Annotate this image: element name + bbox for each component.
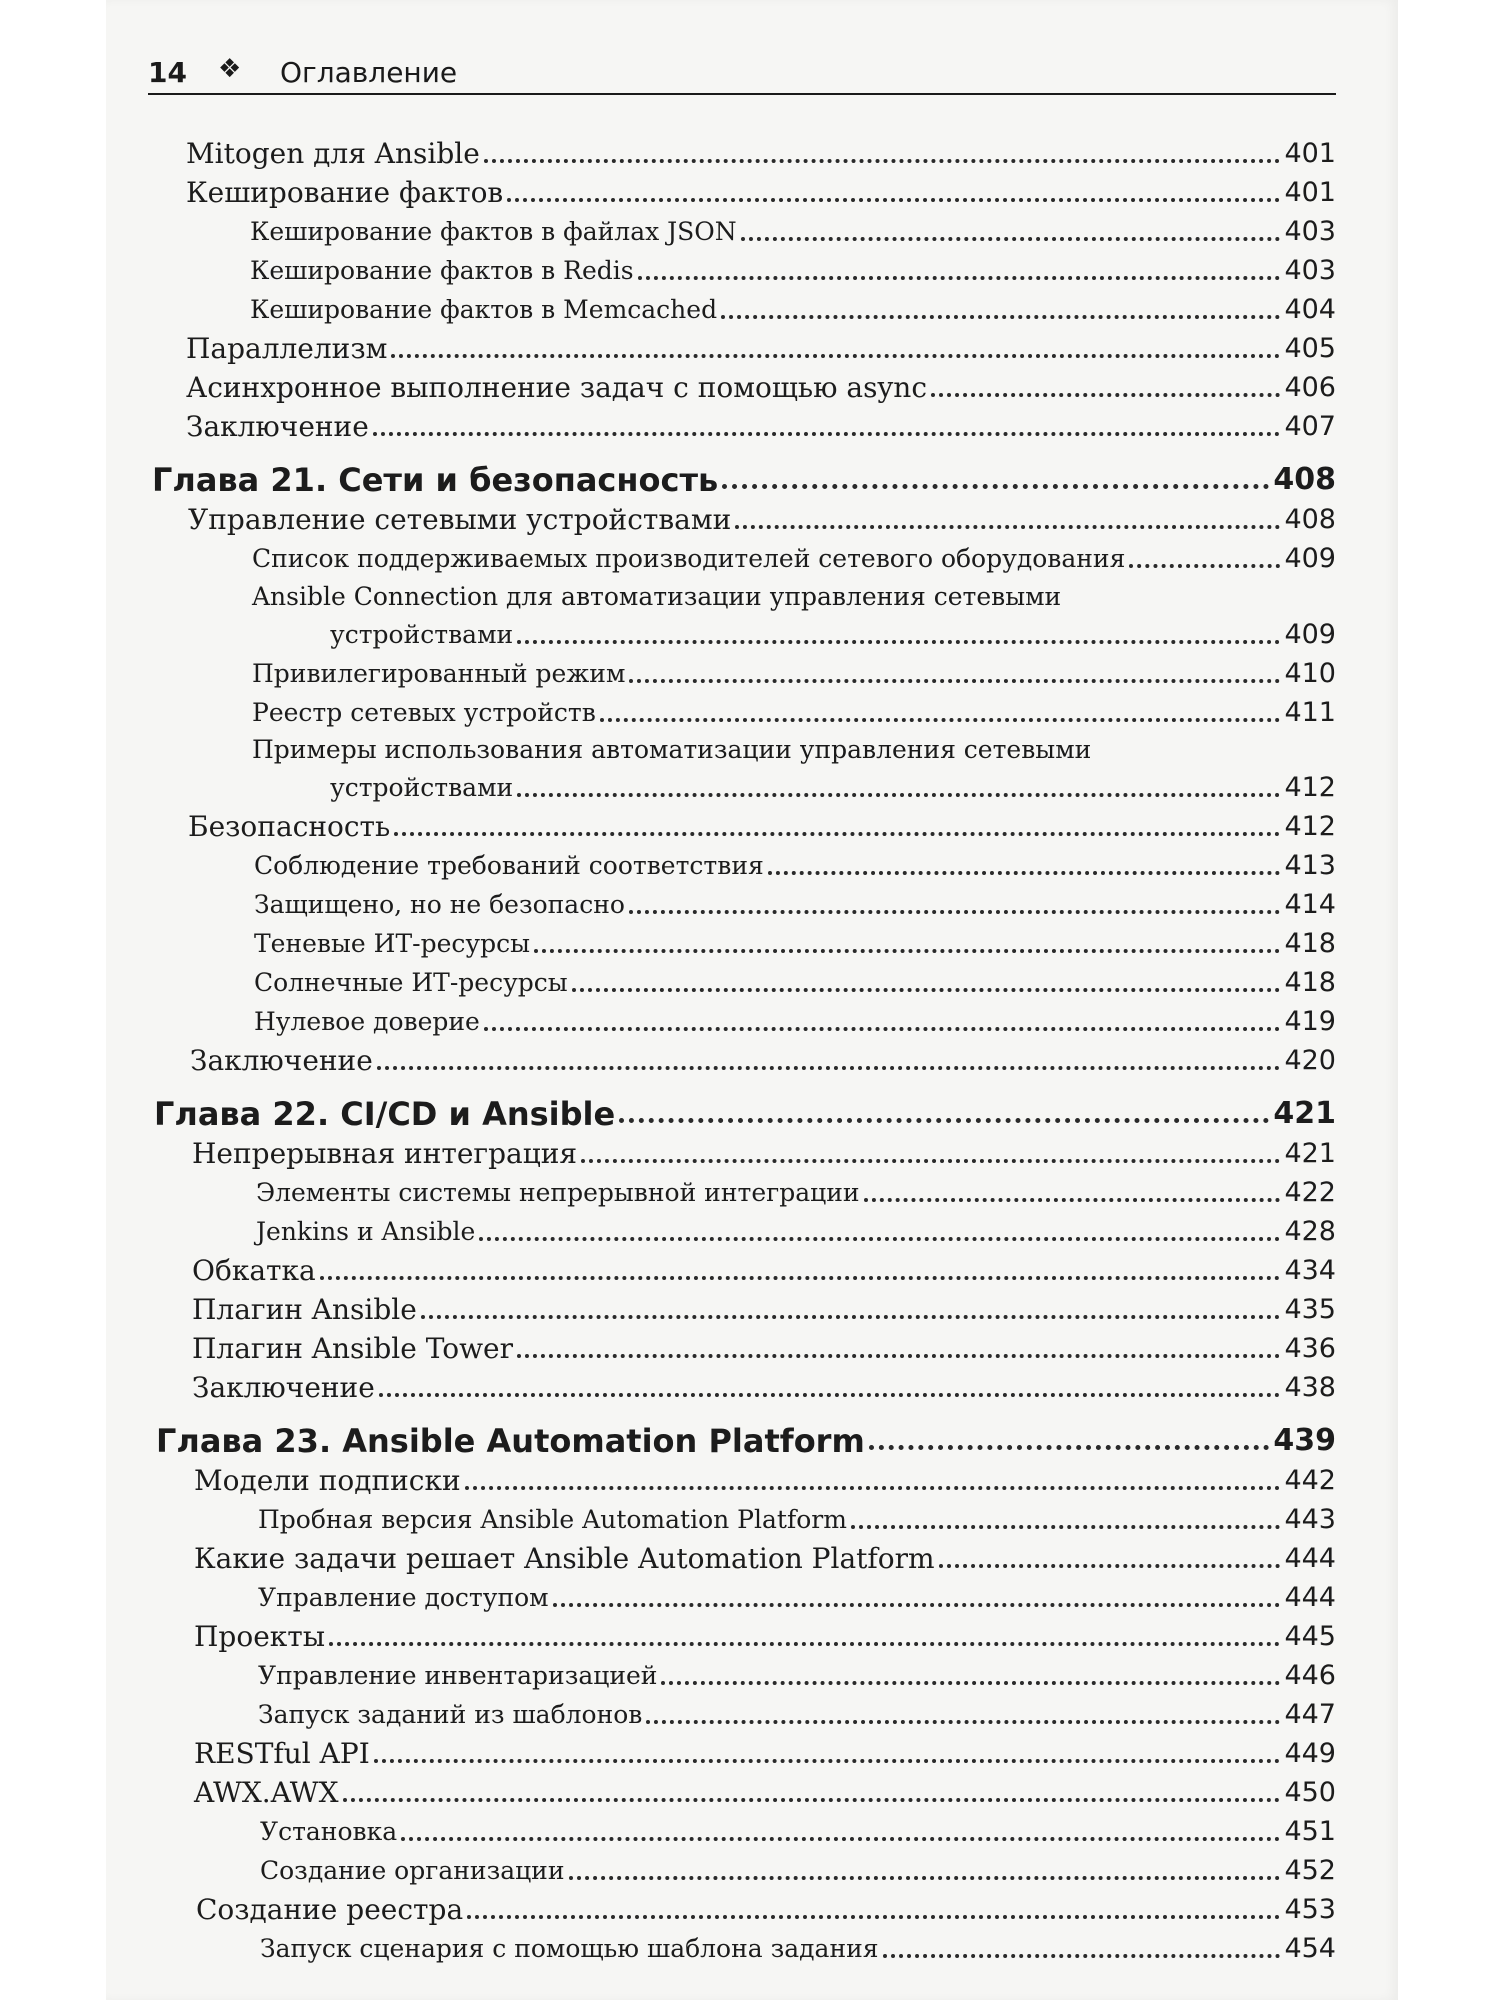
- toc-entry-title: Установка: [260, 1817, 398, 1846]
- toc-entry: [188, 502, 1336, 538]
- toc-entry: [194, 1619, 1336, 1655]
- toc-entry: [258, 1580, 1336, 1616]
- toc-entry-title: Заключение: [192, 1371, 375, 1404]
- toc-entry-page: 412: [1284, 772, 1336, 803]
- toc-leader: [421, 1315, 1281, 1319]
- toc-leader: [467, 1915, 1280, 1919]
- toc-entry-title: Модели подписки: [194, 1464, 461, 1497]
- toc-entry-title-line: Ansible Connection для автоматизации управления сетевыми: [252, 582, 1062, 611]
- toc-entry-page: 428: [1284, 1216, 1336, 1247]
- toc-leader: [374, 1759, 1281, 1763]
- toc-entry-page: 401: [1284, 177, 1336, 208]
- toc-entry-page: 447: [1284, 1699, 1336, 1730]
- toc-entry: [260, 1931, 1336, 1967]
- toc-entry-title: Какие задачи решает Ansible Automation Platform: [194, 1542, 935, 1575]
- toc-entry: [252, 656, 1336, 692]
- toc-entry-title: Глава 21. Сети и безопасность: [152, 461, 719, 499]
- toc-entry: [186, 331, 1336, 367]
- toc-entry: [254, 1004, 1336, 1040]
- toc-entry-title: Глава 22. CI/CD и Ansible: [154, 1095, 616, 1133]
- toc-leader: [479, 1237, 1280, 1241]
- toc-entry: [188, 809, 1336, 845]
- toc-entry-page: 409: [1284, 543, 1336, 574]
- toc-entry: [192, 1136, 1336, 1172]
- toc-entry-page: 412: [1284, 811, 1336, 842]
- toc-entry-title: RESTful API: [194, 1737, 370, 1770]
- toc-entry-page: 442: [1284, 1465, 1336, 1496]
- toc-entry: [252, 541, 1336, 577]
- toc-entry-page: 453: [1284, 1894, 1336, 1925]
- toc-entry-page: 413: [1284, 850, 1336, 881]
- toc-entry: [330, 770, 1336, 806]
- toc-leader: [735, 525, 1280, 529]
- toc-entry: [258, 1658, 1336, 1694]
- toc-entry: [330, 617, 1336, 653]
- toc-chapter-entry: [152, 460, 1336, 500]
- toc-entry-title: Асинхронное выполнение задач с помощью async: [186, 371, 928, 404]
- toc-leader: [377, 1066, 1281, 1070]
- toc-entry-page: 434: [1284, 1255, 1336, 1286]
- toc-leader: [768, 871, 1281, 875]
- toc-entry-title: Кеширование фактов в Memcached: [250, 295, 718, 324]
- toc-entry: [250, 253, 1336, 289]
- toc-leader: [1129, 564, 1280, 568]
- toc-entry-page: 450: [1284, 1777, 1336, 1808]
- toc-entry-page: 454: [1284, 1933, 1336, 1964]
- toc-entry: [254, 965, 1336, 1001]
- toc-entry-title: Управление сетевыми устройствами: [188, 503, 732, 536]
- running-title: Оглавление: [280, 56, 458, 89]
- toc-entry-page: 406: [1284, 372, 1336, 403]
- toc-entry: [256, 1214, 1336, 1250]
- toc-leader: [517, 640, 1280, 644]
- toc-entry: [194, 1541, 1336, 1577]
- toc-leader: [722, 484, 1269, 489]
- toc-leader: [629, 910, 1281, 914]
- toc-entry-title: Защищено, но не безопасно: [254, 890, 625, 919]
- toc-entry-page: 439: [1273, 1423, 1336, 1458]
- toc-entry-page: 445: [1284, 1621, 1336, 1652]
- toc-entry: [196, 1892, 1336, 1928]
- toc-entry: [186, 409, 1336, 445]
- toc-entry-title: Непрерывная интеграция: [192, 1137, 578, 1170]
- toc-entry: [254, 887, 1336, 923]
- toc-entry: [186, 175, 1336, 211]
- toc-entry-title: Плагин Ansible Tower: [192, 1332, 514, 1365]
- toc-leader: [484, 159, 1281, 163]
- toc-entry-title: Теневые ИТ-ресурсы: [254, 929, 530, 958]
- toc-leader: [534, 949, 1280, 953]
- toc-leader: [939, 1564, 1281, 1568]
- toc-entry-page: 418: [1284, 928, 1336, 959]
- toc-entry: [258, 1502, 1336, 1538]
- toc-entry-page: 419: [1284, 1006, 1336, 1037]
- toc-entry: [258, 1697, 1336, 1733]
- toc-entry-page: 404: [1284, 294, 1336, 325]
- toc-leader: [373, 432, 1281, 436]
- toc-leader: [883, 1954, 1281, 1958]
- toc-entry-title: Реестр сетевых устройств: [252, 698, 596, 727]
- toc-leader: [869, 1445, 1270, 1450]
- toc-entry-title: Проекты: [194, 1620, 326, 1653]
- toc-entry-title: Нулевое доверие: [254, 1007, 480, 1036]
- toc-leader: [507, 198, 1280, 202]
- toc-entry: [194, 1775, 1336, 1811]
- toc-entry-title: Управление доступом: [258, 1583, 549, 1612]
- toc-leader: [401, 1837, 1280, 1841]
- toc-entry-page: 408: [1273, 462, 1336, 497]
- toc-entry-page: 410: [1284, 658, 1336, 689]
- toc-entry-title: Соблюдение требований соответствия: [254, 851, 764, 880]
- toc-entry: [194, 1463, 1336, 1499]
- toc-entry: [260, 1853, 1336, 1889]
- toc-entry-page: 401: [1284, 138, 1336, 169]
- toc-entry-page: 405: [1284, 333, 1336, 364]
- toc-entry-page: 451: [1284, 1816, 1336, 1847]
- toc-entry-title: Mitogen для Ansible: [186, 137, 480, 170]
- toc-entry: [192, 1253, 1336, 1289]
- toc-entry-page: 438: [1284, 1372, 1336, 1403]
- toc-entry-title: Заключение: [190, 1044, 373, 1077]
- toc-leader: [517, 793, 1280, 797]
- toc-entry-title: Управление инвентаризацией: [258, 1661, 658, 1690]
- toc-entry-page: 443: [1284, 1504, 1336, 1535]
- toc-leader: [553, 1603, 1281, 1607]
- toc-entry-page: 418: [1284, 967, 1336, 998]
- toc-leader: [572, 988, 1281, 992]
- toc-entry-title: Запуск сценария с помощью шаблона задания: [260, 1934, 879, 1963]
- toc-leader: [329, 1642, 1280, 1646]
- toc-entry-title-line: Примеры использования автоматизации управления сетевыми: [252, 735, 1092, 764]
- toc-entry-page: 421: [1284, 1138, 1336, 1169]
- toc-entry-page: 403: [1284, 216, 1336, 247]
- toc-leader: [629, 679, 1280, 683]
- toc-leader: [320, 1276, 1281, 1280]
- toc-entry-title: Солнечные ИТ-ресурсы: [254, 968, 568, 997]
- toc-leader: [741, 237, 1281, 241]
- toc-leader: [619, 1118, 1269, 1123]
- toc-entry-page: 407: [1284, 411, 1336, 442]
- toc-entry-page: 435: [1284, 1294, 1336, 1325]
- toc-entry-page: 403: [1284, 255, 1336, 286]
- toc-entry-page: 422: [1284, 1177, 1336, 1208]
- toc-leader: [465, 1486, 1281, 1490]
- toc-entry-title: Привилегированный режим: [252, 659, 626, 688]
- toc-entry: [254, 926, 1336, 962]
- ornament-icon: ❖: [218, 54, 242, 84]
- toc-entry-page: 449: [1284, 1738, 1336, 1769]
- toc-entry-title: Jenkins и Ansible: [256, 1217, 476, 1246]
- toc-entry-title: Заключение: [186, 410, 369, 443]
- toc-leader: [661, 1681, 1280, 1685]
- toc-leader: [864, 1198, 1281, 1202]
- toc-entry-title: Глава 23. Ansible Automation Platform: [156, 1422, 865, 1460]
- toc-entry: [250, 292, 1336, 328]
- toc-entry: [192, 1292, 1336, 1328]
- toc-leader: [721, 315, 1280, 319]
- page-number: 14: [148, 56, 187, 89]
- toc-chapter-entry: [156, 1421, 1336, 1461]
- toc-entry-page: 446: [1284, 1660, 1336, 1691]
- toc-entry-title: устройствами: [330, 620, 514, 649]
- toc-entry-title: Параллелизм: [186, 332, 388, 365]
- toc-entry: [250, 214, 1336, 250]
- toc-leader: [391, 354, 1280, 358]
- toc-entry: [192, 1331, 1336, 1367]
- toc-entry-title: Пробная версия Ansible Automation Platform: [258, 1505, 847, 1534]
- toc-entry-page: 444: [1284, 1582, 1336, 1613]
- toc-entry: [252, 695, 1336, 731]
- toc-entry-page: 452: [1284, 1855, 1336, 1886]
- toc-leader: [484, 1027, 1281, 1031]
- toc-entry-title: Плагин Ansible: [192, 1293, 417, 1326]
- toc-entry-title: Кеширование фактов в файлах JSON: [250, 217, 737, 246]
- toc-leader: [581, 1159, 1280, 1163]
- toc-chapter-entry: [154, 1094, 1336, 1134]
- toc-entry-title: Безопасность: [188, 810, 391, 843]
- toc-entry-title: Создание организации: [260, 1856, 565, 1885]
- toc-entry-page: 409: [1284, 619, 1336, 650]
- toc-entry-title: AWX.AWX: [194, 1776, 339, 1809]
- toc-entry-title: Кеширование фактов: [186, 176, 504, 209]
- toc-entry: [190, 1043, 1336, 1079]
- toc-leader: [851, 1525, 1281, 1529]
- toc-entry: [192, 1370, 1336, 1406]
- toc-entry-title: Создание реестра: [196, 1893, 464, 1926]
- toc-entry-page: 414: [1284, 889, 1336, 920]
- toc-entry-page: 411: [1284, 697, 1336, 728]
- toc-entry-title: Запуск заданий из шаблонов: [258, 1700, 643, 1729]
- toc-leader: [646, 1720, 1280, 1724]
- toc-entry-title: Список поддерживаемых производителей сетевого оборудования: [252, 544, 1126, 573]
- toc-leader: [931, 393, 1280, 397]
- toc-leader: [394, 832, 1280, 836]
- toc-leader: [343, 1798, 1281, 1802]
- toc-entry-page: 421: [1273, 1096, 1336, 1131]
- toc-entry-title: Обкатка: [192, 1254, 316, 1287]
- toc-entry: [260, 1814, 1336, 1850]
- toc-leader: [638, 276, 1281, 280]
- toc-leader: [569, 1876, 1281, 1880]
- toc-entry: [186, 136, 1336, 172]
- toc-entry-title: Элементы системы непрерывной интеграции: [256, 1178, 860, 1207]
- toc-entry: [194, 1736, 1336, 1772]
- toc-entry-page: 408: [1284, 504, 1336, 535]
- toc-entry-page: 444: [1284, 1543, 1336, 1574]
- toc-entry: [254, 848, 1336, 884]
- toc-entry-page: 420: [1284, 1045, 1336, 1076]
- toc-entry-title: устройствами: [330, 773, 514, 802]
- toc-leader: [379, 1393, 1281, 1397]
- toc-entry: [256, 1175, 1336, 1211]
- toc-entry-page: 436: [1284, 1333, 1336, 1364]
- toc-entry: [186, 370, 1336, 406]
- toc-entry-title: Кеширование фактов в Redis: [250, 256, 634, 285]
- toc-leader: [600, 718, 1281, 722]
- toc-leader: [517, 1354, 1280, 1358]
